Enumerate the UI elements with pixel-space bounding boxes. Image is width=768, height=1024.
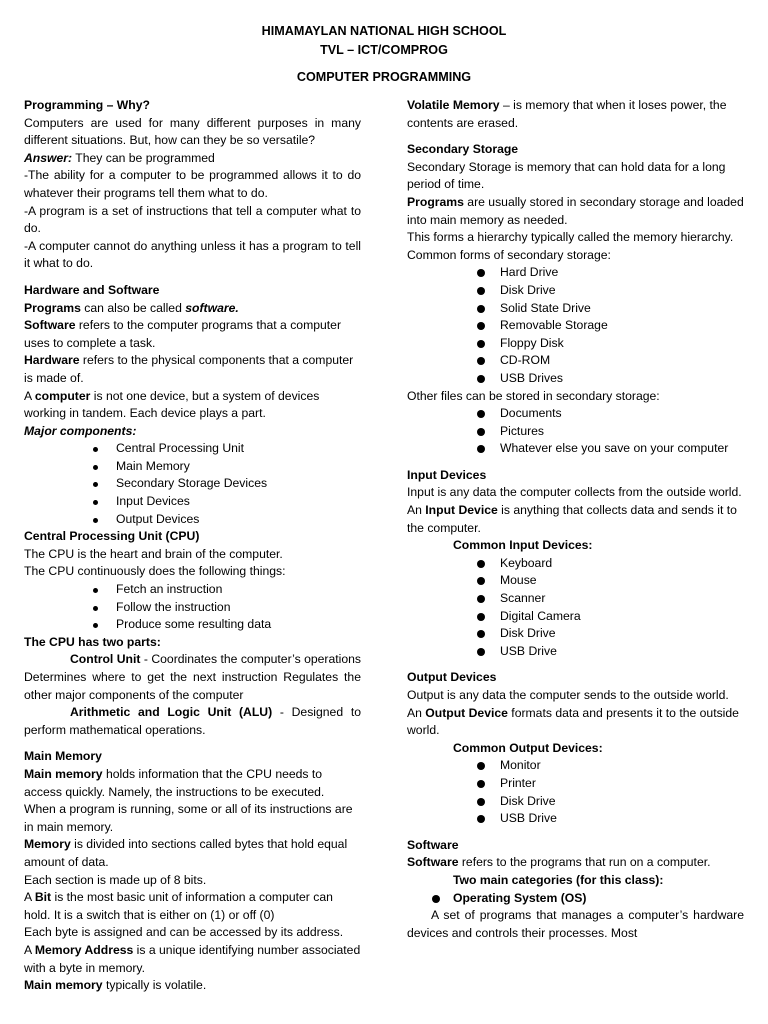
paragraph: When a program is running, some or all of its instructions are in main memory. [24, 802, 353, 834]
list-item: Produce some resulting data [24, 616, 361, 634]
paragraph [407, 194, 744, 229]
input-devices-list [407, 555, 744, 661]
major-components-list [24, 440, 361, 528]
text: is the most basic unit of information a computer can hold. It is a switch that is either on (1) or off (0) [24, 890, 333, 922]
term: Software [24, 318, 76, 333]
list-item: Input Devices [24, 493, 361, 511]
list-item: Keyboard [407, 555, 744, 573]
text: A [24, 890, 35, 905]
term: Bit [34, 890, 52, 905]
list-item: Central Processing Unit [24, 440, 361, 458]
list-item: Disk Drive [407, 625, 744, 643]
list-item: Disk Drive [407, 793, 744, 811]
list-item: Monitor [407, 757, 744, 775]
list-item: USB Drive [407, 643, 744, 661]
term: Input Device [425, 503, 498, 518]
storage-forms-list [407, 264, 744, 387]
section-title-input-devices: Input Devices [407, 467, 487, 482]
term: Programs [24, 300, 81, 315]
text: refers to the programs that run on a computer. [458, 855, 711, 870]
paragraph [24, 704, 361, 739]
paragraph: Common forms of secondary storage: [407, 247, 611, 262]
text: formats data and presents it to the outside world. [407, 705, 739, 738]
paragraph: A set of programs that manages a computer’s hardware devices and controls their processes. Most [407, 908, 744, 940]
term: computer [34, 388, 91, 403]
list-item: USB Drive [407, 810, 744, 828]
paragraph [24, 352, 361, 387]
section-title-software: Software [407, 837, 459, 852]
answer-text: They can be programmed [72, 150, 215, 165]
paragraph [407, 705, 744, 740]
list-item: Solid State Drive [407, 300, 744, 318]
list-item: Output Devices [24, 511, 361, 529]
term: software. [185, 300, 239, 315]
document-header [0, 22, 768, 87]
term: Volatile Memory [407, 98, 500, 112]
cpu-steps-list [24, 581, 361, 634]
text: An [407, 705, 426, 720]
list-item: Whatever else you save on your computer [407, 440, 744, 458]
list-item: Fetch an instruction [24, 581, 361, 599]
common-input-label: Common Input Devices: [453, 538, 593, 553]
cpu-parts-label: The CPU has two parts: [24, 634, 161, 649]
list-item: Disk Drive [407, 282, 744, 300]
text: refers to the physical components that a computer is made of. [24, 353, 354, 385]
term: Main memory [24, 978, 103, 993]
school-name: HIMAMAYLAN NATIONAL HIGH SCHOOL [261, 24, 507, 38]
os-bullet: Operating System (OS) [407, 890, 744, 908]
list-item: Digital Camera [407, 608, 744, 626]
list-item: Mouse [407, 572, 744, 590]
section-title-why: Programming – Why? [24, 98, 150, 112]
paragraph [407, 854, 744, 872]
strand-name: TVL – ICT/COMPROG [320, 43, 448, 57]
common-output-label: Common Output Devices: [453, 740, 603, 755]
paragraph [407, 502, 744, 537]
major-components-label [24, 423, 361, 441]
text: An [407, 503, 426, 518]
paragraph: Output is any data the computer sends to the outside world. [407, 688, 729, 702]
term: Main memory [24, 766, 103, 781]
paragraph: The CPU is the heart and brain of the computer. [24, 546, 283, 561]
paragraph [24, 942, 361, 977]
list-item: CD-ROM [407, 352, 744, 370]
paragraph: Input is any data the computer collects from the outside world. [407, 485, 742, 500]
paragraph [24, 836, 361, 871]
categories-label: Two main categories (for this class): [453, 872, 664, 887]
text: is anything that collects data and sends it to the computer. [407, 503, 737, 535]
text: holds information that the CPU needs to access quickly. Namely, the instructions to be executed. [24, 766, 325, 799]
answer-line [24, 150, 361, 168]
paragraph: The CPU continuously does the following things: [24, 564, 286, 579]
paragraph: Each section is made up of 8 bits. [24, 872, 207, 887]
list-item: Printer [407, 775, 744, 793]
text: - Designed to perform mathematical operations. [24, 705, 361, 737]
paragraph: -The ability for a computer to be programmed allows it to do whatever their programs tell them what to do. [24, 168, 361, 200]
list-item: Documents [407, 405, 744, 423]
left-column [24, 97, 361, 995]
paragraph [24, 317, 361, 352]
list-item: Scanner [407, 590, 744, 608]
subject-title: COMPUTER PROGRAMMING [296, 70, 472, 84]
paragraph: Each byte is assigned and can be accessed by its address. [24, 925, 344, 940]
section-title-cpu: Central Processing Unit (CPU) [24, 529, 200, 544]
text: – is memory that when it loses power, the contents are erased. [407, 98, 727, 130]
list-item: Removable Storage [407, 317, 744, 335]
text: are usually stored in secondary storage and loaded into main memory as needed. [407, 194, 744, 227]
text: can also be called [80, 300, 186, 315]
paragraph [407, 97, 744, 132]
term: Control Unit [70, 652, 141, 667]
right-column [407, 97, 744, 942]
term: Software [407, 855, 459, 870]
paragraph: Other files can be stored in secondary storage: [407, 388, 660, 403]
paragraph: Computers are used for many different purposes in many different situations. But, how can they be so versatile? [24, 115, 361, 148]
paragraph [24, 889, 361, 924]
term: Output Device [425, 705, 508, 720]
list-item: Main Memory [24, 458, 361, 476]
paragraph [24, 651, 361, 704]
section-title-output-devices: Output Devices [407, 670, 497, 685]
list-item: Floppy Disk [407, 335, 744, 353]
term: Memory Address [34, 942, 134, 957]
answer-label: Answer: [24, 150, 73, 165]
paragraph [24, 977, 361, 995]
paragraph: -A program is a set of instructions that tell a computer what to do. [24, 203, 361, 236]
text: A [24, 388, 35, 403]
text: typically is volatile. [102, 978, 207, 993]
term: Arithmetic and Logic Unit (ALU) [70, 705, 273, 720]
output-devices-list [407, 757, 744, 827]
section-title-secondary-storage: Secondary Storage [407, 142, 519, 157]
paragraph [24, 766, 361, 801]
list-item: Follow the instruction [24, 599, 361, 617]
paragraph: This forms a hierarchy typically called the memory hierarchy. [407, 230, 734, 245]
term: Memory [24, 837, 71, 852]
text: - Coordinates the computer’s operations Determines where to get the next instruction Regulates the other major components of the computer [24, 652, 361, 702]
section-title-main-memory: Main Memory [24, 749, 102, 764]
paragraph: Secondary Storage is memory that can hold data for a long period of time. [407, 159, 726, 192]
list-item: Secondary Storage Devices [24, 475, 361, 493]
text: is divided into sections called bytes that hold equal amount of data. [24, 837, 348, 869]
major-label-text: Major components: [24, 423, 137, 438]
text: is a unique identifying number associated with a byte in memory. [24, 942, 361, 975]
list-item: USB Drives [407, 370, 744, 388]
paragraph: -A computer cannot do anything unless it has a program to tell it what to do. [24, 238, 361, 271]
other-files-list [407, 405, 744, 458]
text: A [24, 942, 35, 957]
text: refers to the computer programs that a computer uses to complete a task. [24, 318, 342, 350]
term: Hardware [24, 353, 80, 368]
text: is not one device, but a system of devices working in tandem. Each device plays a part. [24, 388, 320, 421]
list-item: Hard Drive [407, 264, 744, 282]
list-item: Pictures [407, 423, 744, 441]
section-title-hardware: Hardware and Software [24, 282, 160, 297]
paragraph [24, 300, 361, 318]
paragraph [24, 388, 361, 423]
term: Programs [407, 194, 464, 209]
